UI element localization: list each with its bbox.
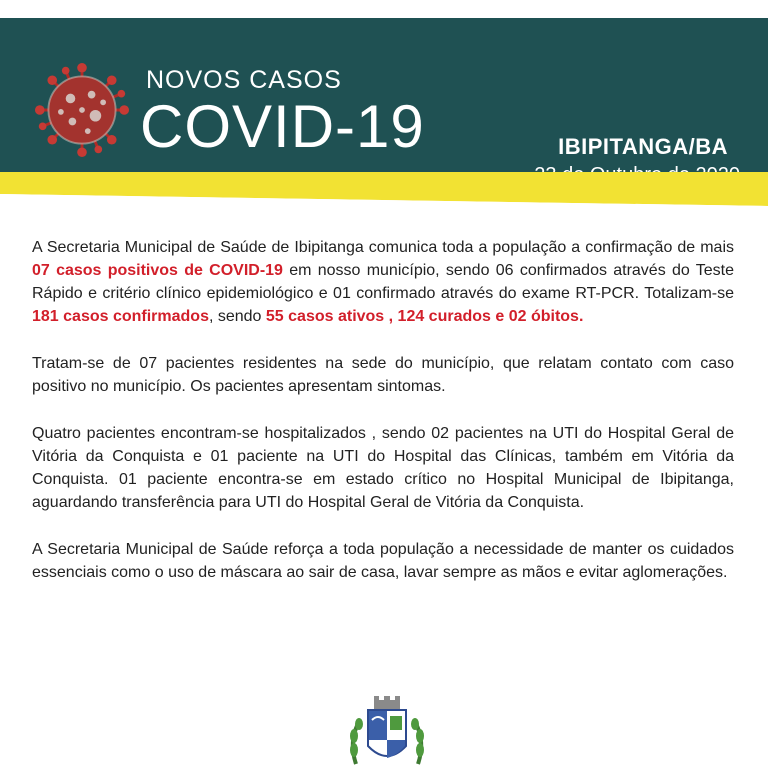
top-border [0, 0, 768, 18]
bulletin-body [32, 236, 734, 608]
paragraph-cases [32, 236, 734, 328]
paragraph-hospitalized: Quatro pacientes encontram-se hospitalizados , sendo 02 pacientes na UTI do Hospital Geral de Vitória da Conquista e 01 paciente na UTI do Hospital das Clínicas, também em Vitória da Conquista. 01 paciente encontra-se em estado crítico no Hospital Municipal de Ibipitanga, aguardando transferência para UTI do Hospital Geral de Vitória da Conquista. [32, 425, 734, 511]
yellow-stripe [0, 166, 768, 218]
highlight-new-cases: 07 casos positivos de COVID-19 [32, 262, 283, 279]
paragraph-patients: Tratam-se de 07 pacientes residentes na sede do município, que relatam contato com caso positivo no município. Os pacientes apresentam sintomas. [32, 355, 734, 395]
highlight-total-cases: 181 casos confirmados [32, 308, 209, 325]
paragraph-recommendations: A Secretaria Municipal de Saúde reforça a toda população a necessidade de manter os cuidados essenciais como o uso de máscara ao sair de casa, lavar sempre as mãos e evitar aglomerações. [32, 541, 734, 581]
header-subtitle: NOVOS CASOS [146, 66, 342, 94]
coronavirus-icon [34, 62, 130, 158]
city-name: IBIPITANGA/BA [558, 134, 728, 159]
header-banner [0, 18, 768, 190]
text-segment: em nosso município, sendo 06 confirmados através do Teste Rápido e critério clínico epidemiológico e 01 confirmado através do exame RT-PCR. Totalizam-se [32, 262, 734, 302]
text-segment: , sendo [208, 308, 266, 325]
municipal-coat-of-arms [346, 694, 428, 768]
highlight-status-breakdown: 55 casos ativos , 124 curados e 02 óbitos. [265, 308, 584, 325]
header-title: COVID-19 [140, 93, 425, 160]
text-segment: A Secretaria Municipal de Saúde de Ibipitanga comunica toda a população a confirmação de mais [32, 239, 734, 256]
